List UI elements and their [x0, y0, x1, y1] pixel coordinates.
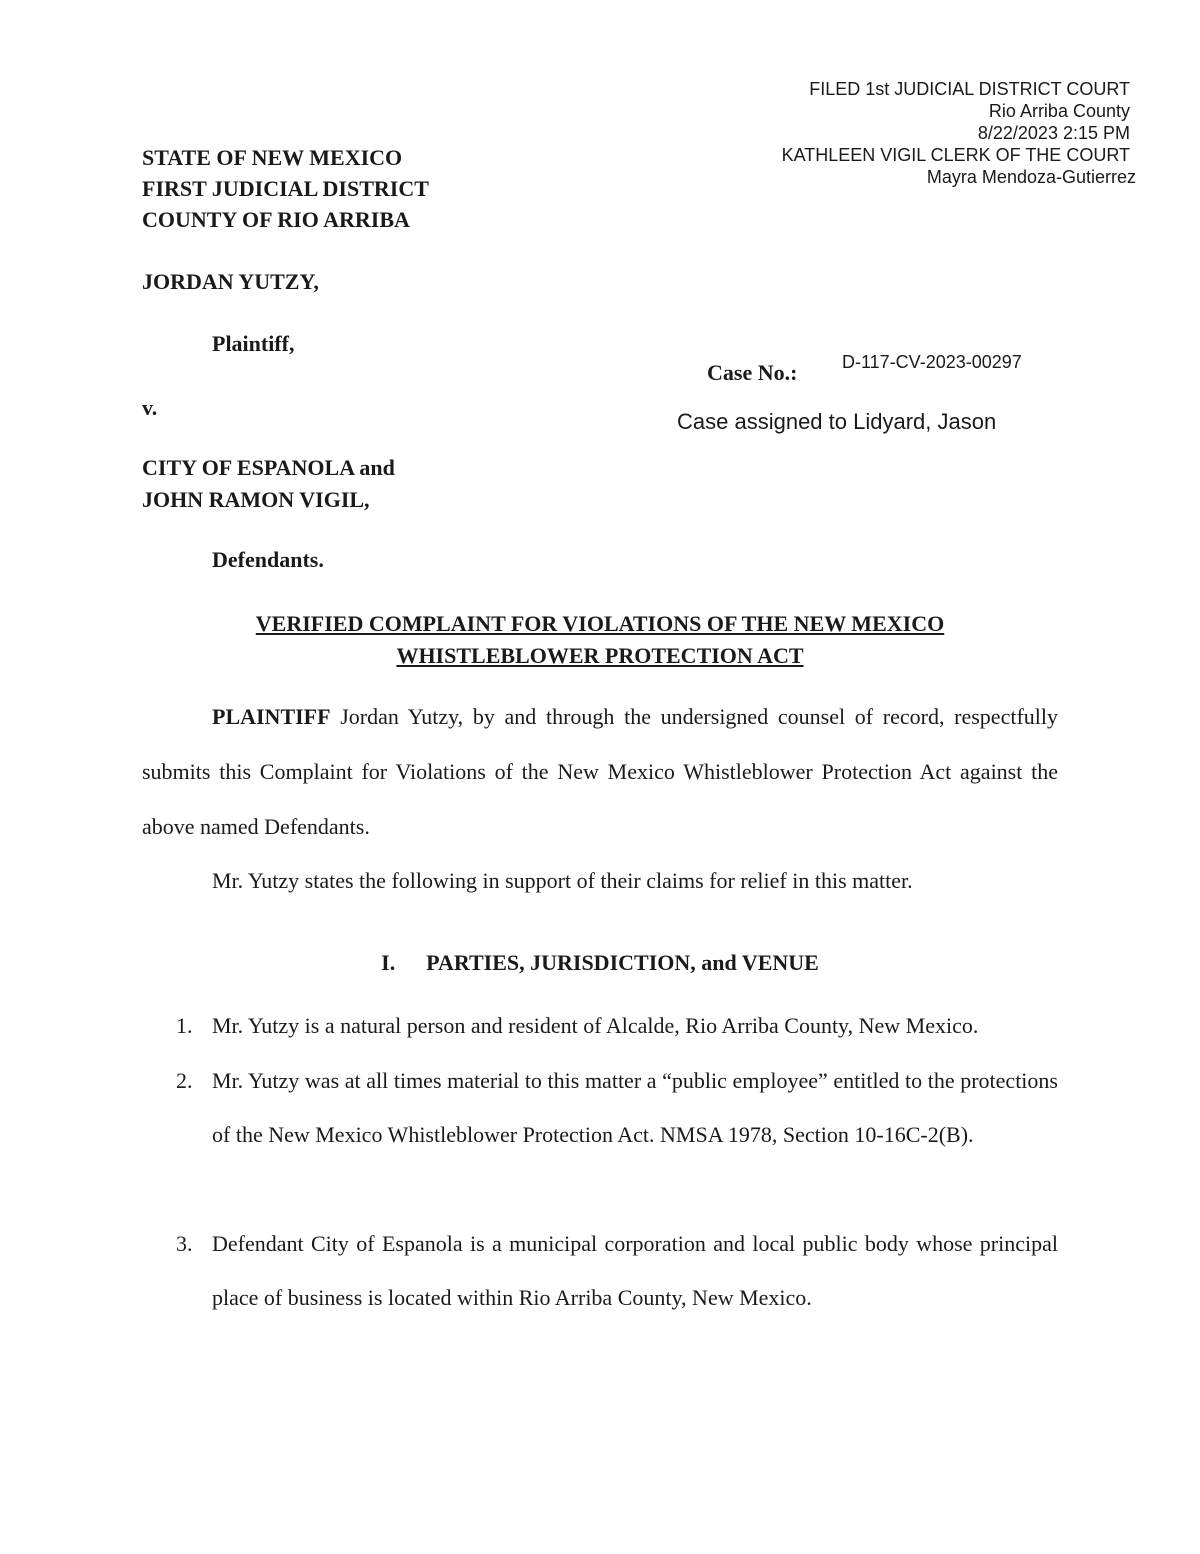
defendant-names [142, 452, 395, 516]
list-item-text: Mr. Yutzy was at all times material to this matter a “public employee” entitled to the protections of the New Mexico Whistleblower Protection Act. NMSA 1978, Section 10-16C-2(B). [212, 1068, 1058, 1147]
section-number: I. [381, 950, 396, 975]
section-title: PARTIES, JURISDICTION, and VENUE [426, 950, 819, 975]
list-item-number: 1. [176, 1013, 193, 1038]
list-item [142, 1217, 1058, 1325]
defendants-label: Defendants. [212, 547, 324, 572]
document-title-line-2: WHISTLEBLOWER PROTECTION ACT [396, 643, 804, 668]
intro-text: Jordan Yutzy, by and through the undersigned counsel of record, respectfully submits this Complaint for Violations of the New Mexico Whistleblower Protection Act against the above named Defendants. [142, 704, 1058, 839]
versus-label: v. [142, 395, 158, 420]
intro-lead: PLAINTIFF [212, 704, 331, 729]
defendant-name-2: JOHN RAMON VIGIL, [142, 487, 370, 512]
list-item [142, 1054, 1058, 1162]
support-paragraph: Mr. Yutzy states the following in support of their claims for relief in this matter. [212, 868, 913, 893]
court-caption [142, 142, 429, 235]
stamp-clerk-line: KATHLEEN VIGIL CLERK OF THE COURT [781, 145, 1130, 165]
stamp-deputy-line: Mayra Mendoza-Gutierrez [926, 167, 1136, 187]
list-item-text: Mr. Yutzy is a natural person and resident of Alcalde, Rio Arriba County, New Mexico. [212, 1013, 979, 1038]
list-item-number: 2. [176, 1068, 193, 1093]
intro-paragraph [142, 689, 1058, 854]
defendant-name-1: CITY OF ESPANOLA and [142, 455, 395, 480]
plaintiff-label: Plaintiff, [212, 331, 295, 356]
stamp-filed-line: FILED 1st JUDICIAL DISTRICT COURT [809, 79, 1130, 99]
court-county: COUNTY OF RIO ARRIBA [142, 207, 410, 232]
document-title-line-1: VERIFIED COMPLAINT FOR VIOLATIONS OF THE NEW MEXICO [255, 611, 945, 636]
list-item-text: Defendant City of Espanola is a municipal corporation and local public body whose principal place of business is located within Rio Arriba County, New Mexico. [212, 1231, 1058, 1310]
plaintiff-name: JORDAN YUTZY, [142, 269, 319, 294]
case-number-label: Case No.: [707, 360, 798, 385]
list-item [142, 999, 1058, 1053]
court-state: STATE OF NEW MEXICO [142, 145, 403, 170]
section-heading [142, 950, 1058, 976]
document-title [142, 608, 1058, 672]
case-number: D-117-CV-2023-00297 [842, 352, 1022, 372]
list-item-number: 3. [176, 1231, 193, 1256]
case-assigned: Case assigned to Lidyard, Jason [677, 409, 997, 434]
court-district: FIRST JUDICIAL DISTRICT [142, 176, 429, 201]
stamp-datetime-line: 8/22/2023 2:15 PM [977, 123, 1130, 143]
filing-stamp [781, 78, 1136, 188]
stamp-county-line: Rio Arriba County [988, 101, 1130, 121]
